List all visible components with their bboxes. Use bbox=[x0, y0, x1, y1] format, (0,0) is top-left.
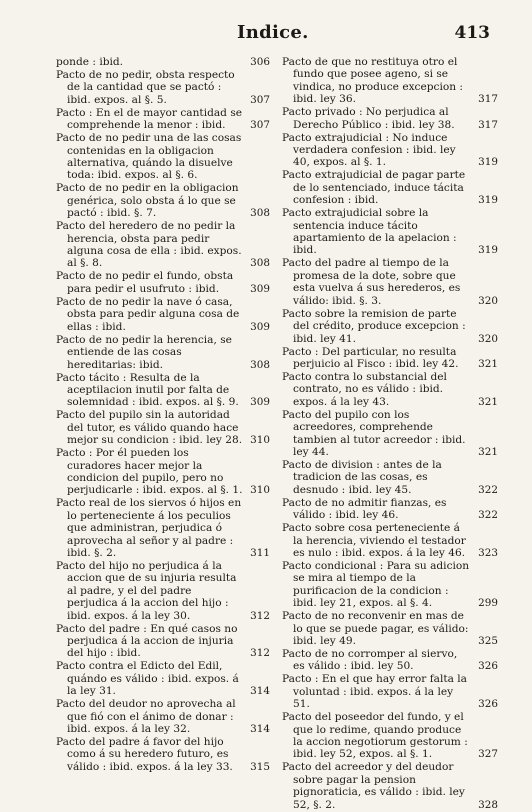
index-entry bbox=[282, 56, 498, 106]
index-entry-page-number: 319 bbox=[478, 244, 498, 257]
index-entry-text: Pacto privado : No perjudica al Derecho Público : ibid. ley 38. bbox=[282, 106, 455, 131]
index-entry-page-number: 299 bbox=[478, 597, 498, 610]
index-entry-text: Pacto de no pedir en la obligacion genérica, solo obsta á lo que se pactó : ibid. §. 7. bbox=[56, 182, 239, 220]
index-entry bbox=[56, 660, 270, 697]
index-entry-page-number: 317 bbox=[478, 118, 498, 131]
index-entry bbox=[56, 182, 270, 219]
index-entry-text: Pacto de no pedir una de las cosas contenidas en la obligacion alternativa, quándo la disuelve toda: ibid. expos. al §. 6. bbox=[56, 132, 242, 182]
index-entry-text: Pacto del hijo no perjudica á la accion que de su injuria resulta al padre, y el del padre perjudica á la accion del hijo : ibid. expos. á la ley 30. bbox=[56, 559, 237, 622]
index-entry-text: Pacto de que no restituya otro el fundo que posee ageno, si se vindica, no produce excepcion : ibid. ley 36. bbox=[282, 56, 464, 106]
index-entry-page-number: 312 bbox=[250, 647, 270, 660]
index-entry-page-number: 323 bbox=[478, 546, 498, 559]
index-entry bbox=[282, 560, 498, 610]
index-entry bbox=[282, 371, 498, 408]
index-column-right bbox=[282, 56, 498, 812]
index-entry-page-number: 320 bbox=[478, 332, 498, 345]
index-entry-text: Pacto del padre á favor del hijo como á su heredero futuro, es válido : ibid. expos. á la ley 33. bbox=[56, 736, 233, 773]
index-entry-text: Pacto del acreedor y del deudor sobre pagar la pension pignoraticia, es válido : ibid. ley 52, §. 2. bbox=[282, 761, 465, 811]
index-entry bbox=[282, 497, 498, 522]
index-entry-text: Pacto del deudor no aprovecha al que fió con el ánimo de donar : ibid. expos. á la ley 32. bbox=[56, 698, 236, 736]
index-entry bbox=[56, 447, 270, 497]
index-entry-page-number: 306 bbox=[250, 56, 270, 68]
index-entry bbox=[56, 698, 270, 735]
index-entry-text: Pacto del padre al tiempo de la promesa de la dote, sobre que esta vuelva á sus herederos, es válido: ibid. §. 3. bbox=[282, 257, 461, 307]
index-entry bbox=[56, 56, 270, 68]
index-entry-page-number: 326 bbox=[478, 660, 498, 673]
index-entry-page-number: 314 bbox=[250, 723, 270, 736]
index-entry-page-number: 310 bbox=[250, 434, 270, 447]
index-entry-text: Pacto del pupilo sin la autoridad del tutor, es válido quando hace mejor su condicion : ibid. ley 28. bbox=[56, 409, 243, 447]
index-entry bbox=[282, 761, 498, 811]
page-number: 413 bbox=[454, 23, 490, 43]
index-entry bbox=[282, 169, 498, 206]
index-entry-page-number: 310 bbox=[250, 484, 270, 497]
index-entry-page-number: 312 bbox=[250, 609, 270, 622]
index-entry bbox=[56, 69, 270, 106]
index-entry-page-number: 308 bbox=[250, 257, 270, 270]
index-entry-text: Pacto del heredero de no pedir la herencia, obsta para pedir alguna cosa de ella : ibid. expos. al §. 8. bbox=[56, 220, 242, 270]
index-entry-page-number: 328 bbox=[478, 798, 498, 811]
index-entry bbox=[282, 106, 498, 131]
index-entry-text: ponde : ibid. bbox=[56, 56, 124, 68]
index-entry-text: Pacto : Por él pueden los curadores hacer mejor la condicion del pupilo, pero no perjudicarle : ibid. expos. al §. 1. bbox=[56, 447, 243, 497]
index-entry bbox=[282, 257, 498, 307]
index-entry-text: Pacto extrajudicial : No induce verdadera confesion : ibid. ley 40, expos. al §. 1. bbox=[282, 131, 456, 169]
index-column-left bbox=[56, 56, 270, 774]
index-entry-text: Pacto extrajudicial de pagar parte de lo sentenciado, induce tácita confesion : ibid. bbox=[282, 169, 466, 207]
index-entry bbox=[56, 372, 270, 409]
index-entry-text: Pacto de division : antes de la tradicion de las cosas, es desnudo : ibid. ley 45. bbox=[282, 458, 442, 496]
index-entry bbox=[282, 522, 498, 559]
index-entry bbox=[282, 673, 498, 710]
index-entry bbox=[282, 308, 498, 345]
index-entry-page-number: 327 bbox=[478, 748, 498, 761]
index-entry-page-number: 319 bbox=[478, 156, 498, 169]
index-entry bbox=[56, 560, 270, 622]
index-entry-page-number: 314 bbox=[250, 685, 270, 698]
index-entry-page-number: 308 bbox=[250, 358, 270, 371]
index-entry-text: Pacto de no pedir el fundo, obsta para pedir el usufruto : ibid. bbox=[56, 270, 234, 295]
index-entry bbox=[56, 220, 270, 270]
index-entry bbox=[56, 296, 270, 333]
index-entry bbox=[56, 270, 270, 295]
index-entry-page-number: 309 bbox=[250, 396, 270, 409]
index-entry-text: Pacto del poseedor del fundo, y el que lo redime, quando produce la accion negotiorum gestorum : ibid. ley 52, expos. al §. 1. bbox=[282, 711, 468, 761]
page-title: Indice. bbox=[237, 22, 309, 43]
index-entry-page-number: 309 bbox=[250, 320, 270, 333]
index-entry bbox=[56, 736, 270, 773]
index-entry-page-number: 308 bbox=[250, 207, 270, 220]
index-entry bbox=[282, 610, 498, 647]
index-entry-text: Pacto : En el que hay error falta la voluntad : ibid. expos. á la ley 51. bbox=[282, 673, 467, 711]
index-entry bbox=[282, 459, 498, 496]
index-entry bbox=[282, 207, 498, 257]
index-entry-text: Pacto de no admitir fianzas, es válido : ibid. ley 46. bbox=[282, 496, 447, 522]
index-entry bbox=[56, 132, 270, 182]
index-entry-text: Pacto de no corromper al siervo, es válido : ibid. ley 50. bbox=[282, 648, 458, 673]
index-entry-text: Pacto sobre cosa perteneciente á la herencia, viviendo el testador es nulo : ibid. expos. á la ley 46. bbox=[282, 522, 466, 559]
index-entry-text: Pacto condicional : Para su adicion se mira al tiempo de la purificacion de la condicion : ibid. ley 21, expos. al §. 4. bbox=[282, 559, 470, 610]
index-entry bbox=[56, 497, 270, 559]
index-entry-page-number: 307 bbox=[250, 119, 270, 132]
index-entry bbox=[282, 648, 498, 673]
index-entry-page-number: 322 bbox=[478, 483, 498, 496]
index-entry-text: Pacto tácito : Resulta de la aceptilacion inutil por falta de solemnidad : ibid. expos. al §. 9. bbox=[56, 371, 239, 409]
index-entry-page-number: 315 bbox=[250, 760, 270, 773]
index-entry-text: Pacto extrajudicial sobre la sentencia induce tácito apartamiento de la apelacion : ibid. bbox=[282, 207, 457, 257]
index-entry-text: Pacto : En el de mayor cantidad se comprehende la menor : ibid. bbox=[56, 106, 243, 132]
index-entry-text: Pacto real de los siervos ó hijos en lo perteneciente á los peculios que administran, perjudica ó aprovecha al señor y al padre : ibid. §. 2. bbox=[56, 497, 242, 559]
index-entry-text: Pacto contra el Edicto del Edil, quándo es válido : ibid. expos. á la ley 31. bbox=[56, 660, 239, 698]
index-entry bbox=[282, 409, 498, 459]
index-entry-text: Pacto de no pedir la nave ó casa, obsta para pedir alguna cosa de ellas : ibid. bbox=[56, 295, 240, 333]
page-header bbox=[0, 22, 532, 52]
index-entry-page-number: 321 bbox=[478, 357, 498, 370]
index-entry-text: Pacto de no reconvenir en mas de lo que se puede pagar, es válido: ibid. ley 49. bbox=[282, 610, 469, 647]
index-entry-page-number: 319 bbox=[478, 194, 498, 207]
index-entry-text: Pacto sobre la remision de parte del crédito, produce excepcion : ibid. ley 41. bbox=[282, 307, 466, 345]
index-entry bbox=[56, 409, 270, 446]
index-entry-text: Pacto contra lo substancial del contrato, no es válido : ibid. expos. á la ley 43. bbox=[282, 370, 447, 408]
index-entry-page-number: 320 bbox=[478, 294, 498, 307]
index-entry bbox=[282, 711, 498, 761]
index-entry-page-number: 309 bbox=[250, 282, 270, 295]
index-entry-page-number: 311 bbox=[250, 546, 270, 559]
index-entry-text: Pacto del pupilo con los acreedores, comprehende tambien al tutor acreedor : ibid. ley 44. bbox=[282, 408, 466, 458]
index-entry bbox=[282, 346, 498, 371]
index-entry-text: Pacto de no pedir la herencia, se entiende de las cosas hereditarias: ibid. bbox=[56, 333, 232, 371]
index-entry-page-number: 317 bbox=[478, 93, 498, 106]
index-entry-text: Pacto : Del particular, no resulta perjuicio al Fisco : ibid. ley 42. bbox=[282, 345, 459, 370]
index-entry-page-number: 321 bbox=[478, 395, 498, 408]
index-entry-text: Pacto de no pedir, obsta respecto de la cantidad que se pactó : ibid. expos. al §. 5. bbox=[56, 69, 235, 106]
index-entry bbox=[56, 107, 270, 132]
index-entry bbox=[56, 623, 270, 660]
index-entry-page-number: 322 bbox=[478, 509, 498, 522]
index-entry-page-number: 321 bbox=[478, 445, 498, 458]
index-entry bbox=[282, 132, 498, 169]
index-entry bbox=[56, 334, 270, 371]
index-entry-page-number: 307 bbox=[250, 93, 270, 106]
index-entry-page-number: 325 bbox=[478, 635, 498, 647]
index-entry-text: Pacto del padre : En qué casos no perjudica á la accion de injuria del hijo : ibid. bbox=[56, 622, 238, 660]
index-entry-page-number: 326 bbox=[478, 698, 498, 711]
